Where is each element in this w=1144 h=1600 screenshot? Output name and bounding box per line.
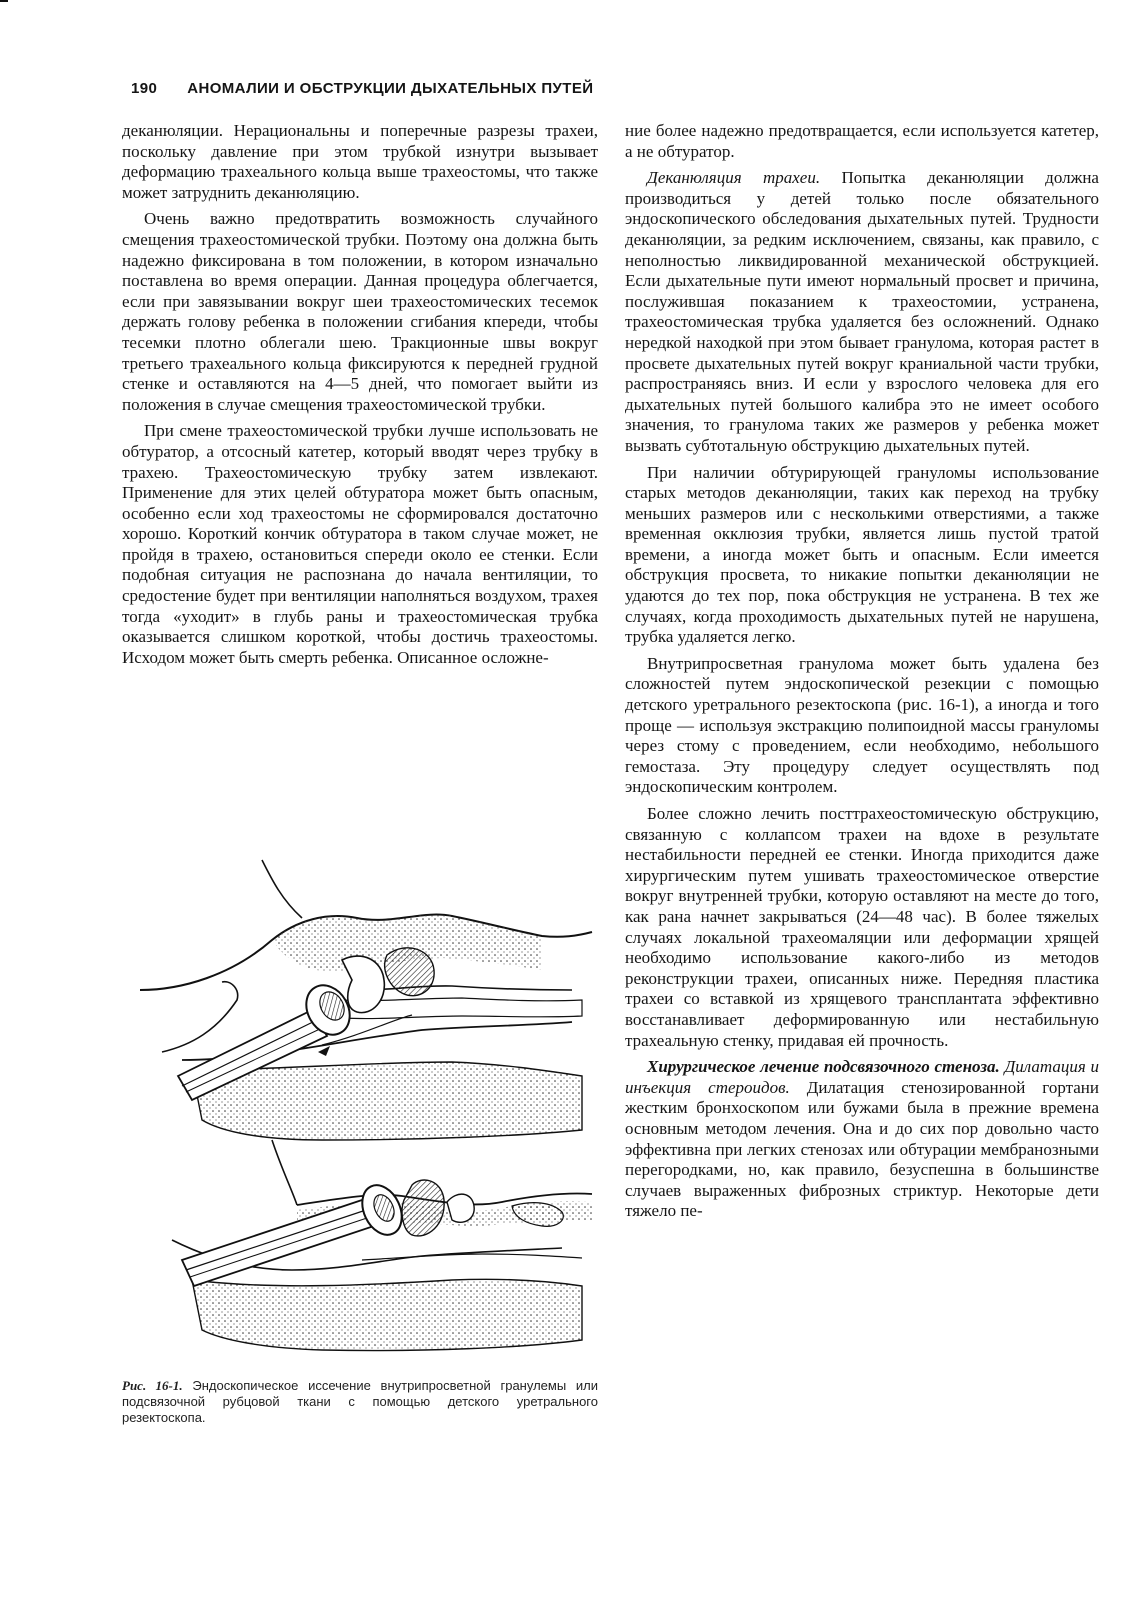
paragraph-text: Попытка деканюляции должна производиться у детей только после обязательного эндоскопического обследования дыхательных путей. Трудности деканюляции, за редким исключением, связаны, как правило, с неполностью ликвидированной механической обструкцией. Если дыхательные пути имеют нормальный просвет и причина, послужившая показанием к трахеостомии, устранена, трахеостомическая трубка удаляется без осложнений. Однако нередкой находкой при этом бывает гранулома, которая растет в просвете дыхательных путей вокруг краниальной части трубки, распространяясь вниз. И если у взрослого человека для его дыхательных путей большого калибра это не имеет особого значения, то гранулома таких же размеров у ребенка может вызвать субтотальную обструкцию дыхательных путей. <box>625 168 1099 455</box>
page-number: 190 <box>131 80 158 97</box>
page-header <box>131 80 691 97</box>
paragraph <box>625 1057 1099 1222</box>
paragraph: деканюляции. Нерациональны и поперечные разрезы трахеи, поскольку давление при этом трубкой изнутри вызывает деформацию трахеального кольца выше трахеостомы, что также может затруднить деканюляцию. <box>122 121 598 202</box>
section-heading: Хирургическое лечение подсвязочного стеноза. <box>647 1057 1000 1077</box>
paragraph: При наличии обтурирующей грануломы использование старых методов деканюляции, таких как переход на трубку меньших размеров или с несколькими отверстиями, а также временная окклюзия трубки, является лишь пустой тратой времени, а иногда может быть и опасным. Если имеется обструкция просвета, то никакие попытки деканюляции не удаются до тех пор, пока обструкция не устранена. В тех же случаях, когда проходимость дыхательных путей не нарушена, трубка удаляется легко. <box>625 462 1099 647</box>
caption-text: Эндоскопическое иссечение внутрипросветной гранулемы или подсвязочной рубцовой ткани с помощью детского уретрального резектоскопа. <box>122 1378 598 1425</box>
paragraph: Более сложно лечить посттрахеостомическую обструкцию, связанную с коллапсом трахеи на вдохе в результате нестабильности передней ее стенки. Иногда приходится даже хирургическим путем ушивать трахеостомическое отверстие вокруг внутренней трубки, которую оставляют на месте до того, как рана начнет закрываться (24—48 час). В более тяжелых случаях локальной трахеомаляции или деформации хрящей необходимо использование какого-либо из методов реконструкции трахеи, описанных ниже. Передняя пластика трахеи со вставкой из хрящевого трансплантата эффективно восстанавливает деформированную или нестабильную трахеальную стенку, придавая ей прочность. <box>625 804 1099 1050</box>
figure-illustration <box>122 840 598 1366</box>
left-column <box>122 121 598 668</box>
paragraph: При смене трахеостомической трубки лучше использовать не обтуратор, а отсосный катетер, который вводят через трубку в трахею. Трахеостомическую трубку затем извлекают. Применение для этих целей обтуратора может быть опасным, особенно если ход трахеостомы не сформировался достаточно хорошо. Короткий кончик обтуратора в таком случае может, не пройдя в трахею, остановиться спереди около ее стенки. Если подобная ситуация не распознана до начала вентиляции, то средостение будет при вентиляции наполняться воздухом, трахея тогда «уходит» в глубь раны и трахеостомическая трубка оказывается слишком короткой, чтобы достичь трахеостомы. Исходом может быть смерть ребенка. Описанное осложне- <box>122 421 598 667</box>
paragraph: ние более надежно предотвращается, если используется катетер, а не обтуратор. <box>625 121 1099 161</box>
running-title: АНОМАЛИИ И ОБСТРУКЦИИ ДЫХАТЕЛЬНЫХ ПУТЕЙ <box>187 80 594 97</box>
lower-drawing <box>172 1140 592 1351</box>
paragraph: Очень важно предотвратить возможность случайного смещения трахеостомической трубки. Поэтому она должна быть надежно фиксирована в том положении, в котором изначально поставлена во время операции. Данная процедура облегчается, если при завязывании вокруг шеи трахеостомических тесемок держать голову ребенка в положении сгибания кпереди, чтобы тесемки плотно облегали шею. Тракционные швы вокруг третьего трахеального кольца фиксируются к передней грудной стенке и оставляются на 4—5 дней, что помогает выйти из положения в случае смещения трахеостомической трубки. <box>122 209 598 414</box>
right-column <box>625 121 1099 1222</box>
corner-mark <box>0 0 8 8</box>
paragraph: Внутрипросветная гранулома может быть удалена без сложностей путем эндоскопической резекции с помощью детского уретрального резектоскопа (рис. 16-1), а иногда и того проще — используя экстракцию полипоидной массы грануломы через стому с проведением, если необходимо, небольшого гемостаза. Эту процедуру следует осуществлять под эндоскопическим контролем. <box>625 653 1099 797</box>
paragraph-text: Дилатация стенозированной гортани жестким бронхоскопом или бужами была в прежние времена основным методом лечения. Она и до сих пор довольно часто эффективна при легких стенозах или обтурации мембранозными перегородками, но, как правило, безуспешна в большинстве случаев выраженных фиброзных стриктур. Некоторые дети тяжело пе- <box>625 1077 1099 1221</box>
section-heading: Деканюляция трахеи. <box>647 168 821 188</box>
caption-label: Рис. 16-1. <box>122 1378 183 1393</box>
upper-drawing <box>140 860 592 1140</box>
endoscopy-illustration <box>122 840 598 1366</box>
figure-caption <box>122 1378 598 1426</box>
subsection-heading: Дилатация и инъекция стероидов. <box>625 1057 1099 1097</box>
paragraph <box>625 168 1099 456</box>
